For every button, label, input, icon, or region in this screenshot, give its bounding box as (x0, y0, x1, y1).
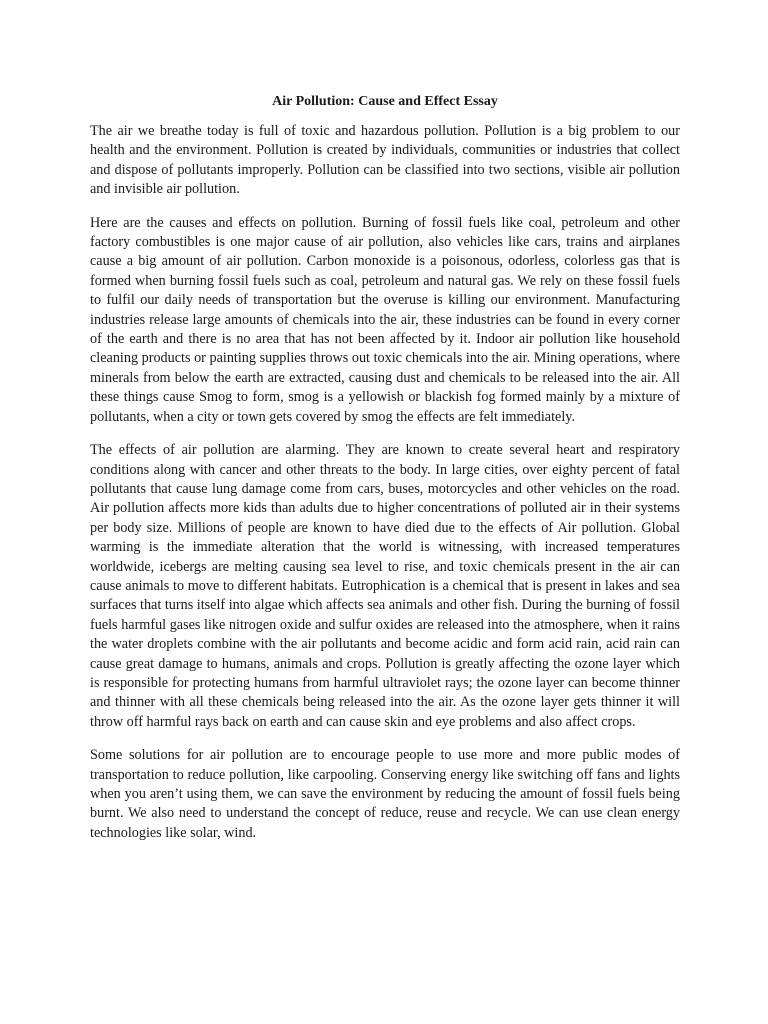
document-title: Air Pollution: Cause and Effect Essay (272, 94, 498, 109)
paragraph-solutions: Some solutions for air pollution are to encourage people to use more and more public modes of transportation to reduce pollution, like carpooling. Conserving energy like switching off fans and lights when you aren’t using them, we can save the environment by reducing the amount of fossil fuels being burnt. We also need to understand the concept of reduce, reuse and recycle. We can use clean energy technologies like solar, wind. (90, 747, 680, 841)
paragraph-effects: The effects of air pollution are alarming. They are known to create several heart and respiratory conditions along with cancer and other threats to the body. In large cities, over eighty percent of fatal pollutants that cause lung damage come from cars, buses, motorcycles and other vehicles on the road. Air pollution affects more kids than adults due to higher concentrations of polluted air in their systems per body size. Millions of people are known to have died due to the effects of Air pollution. Global warming is the immediate alteration that the world is witnessing, with increased temperatures worldwide, icebergs are melting causing sea level to rise, and toxic chemicals present in the air can cause animals to move to different habitats. Eutrophication is a chemical that is present in lakes and sea surfaces that turns itself into algae which affects sea animals and other fish. During the burning of fossil fuels harmful gases like nitrogen oxide and sulfur oxides are released into the atmosphere, when it rains the water droplets combine with the air pollutants and become acidic and form acid rain, acid rain can cause great damage to humans, animals and crops. Pollution is greatly affecting the ozone layer which is responsible for protecting humans from harmful ultraviolet rays; the ozone layer can become thinner and thinner with all these chemicals being released into the air. As the ozone layer gets thinner it will throw off harmful rays back on earth and can cause skin and eye problems and also affect crops. (90, 442, 680, 730)
paragraph-causes: Here are the causes and effects on pollution. Burning of fossil fuels like coal, petroleum and other factory combustibles is one major cause of air pollution, also vehicles like cars, trains and airplanes cause a big amount of air pollution. Carbon monoxide is a poisonous, odorless, colorless gas that is formed when burning fossil fuels such as coal, petroleum and natural gas. We rely on these fossil fuels to fulfil our daily needs of transportation but the overuse is killing our environment. Manufacturing industries release large amounts of chemicals into the air, these industries can be found in every corner of the earth and there is no area that has not been affected by it. Indoor air pollution like household cleaning products or painting supplies throws out toxic chemicals into the air. Mining operations, where minerals from below the earth are extracted, causing dust and chemicals to be released into the air. All these things cause Smog to form, smog is a yellowish or blackish fog formed mainly by a mixture of pollutants, when a city or town gets covered by smog the effects are felt immediately. (90, 214, 680, 425)
paragraph-intro: The air we breathe today is full of toxic and hazardous pollution. Pollution is a big problem to our health and the environment. Pollution is created by individuals, communities or industries that collect and dispose of pollutants improperly. Pollution can be classified into two sections, visible air pollution and invisible air pollution. (90, 123, 680, 198)
document-page (90, 92, 680, 857)
